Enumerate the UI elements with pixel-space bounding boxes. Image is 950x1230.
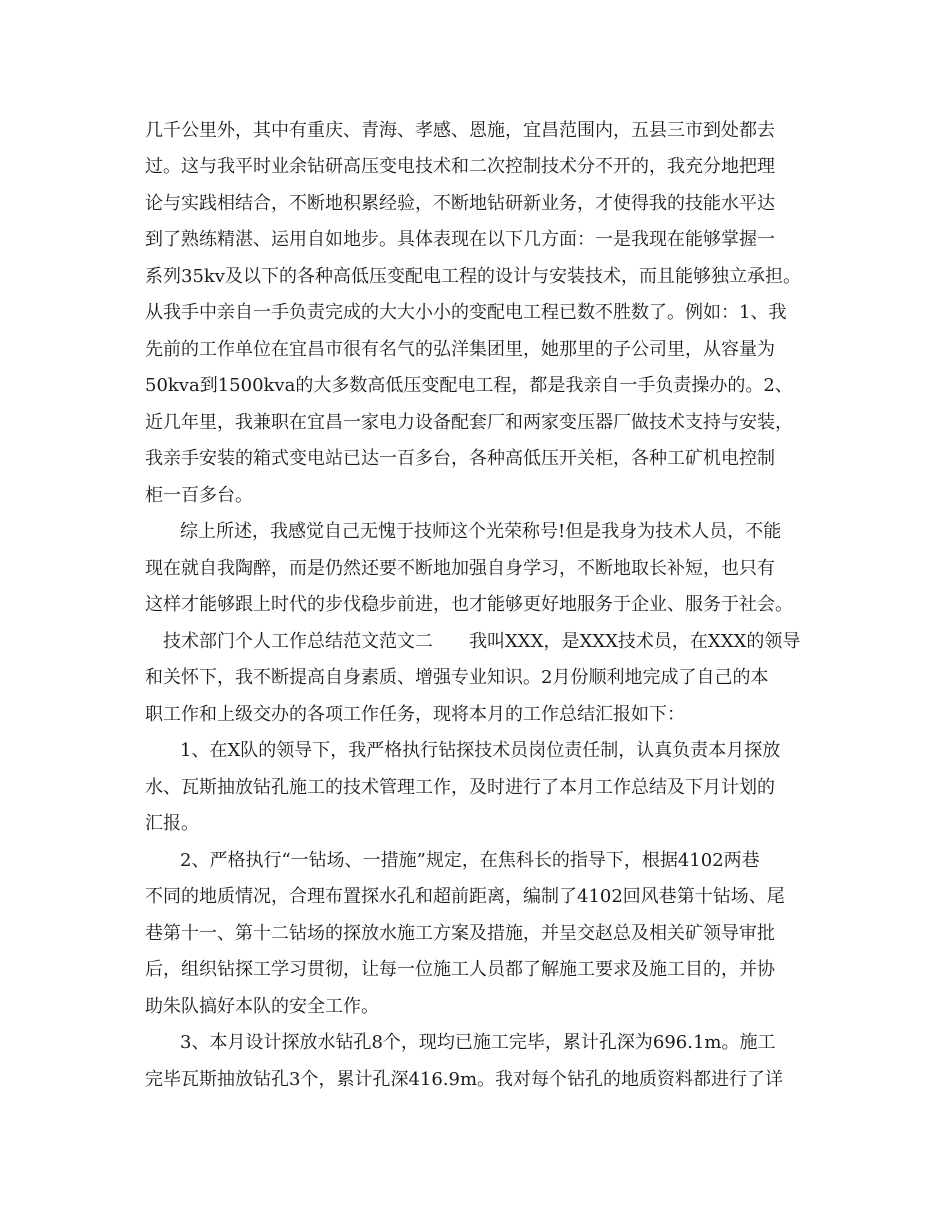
- text-line: 巷第十一、第十二钻场的探放水施工方案及措施，并呈交赵总及相关矿领导审批: [145, 923, 775, 944]
- text-line: 过。这与我平时业余钻研高压变电技术和二次控制技术分不开的，我充分地把理: [145, 156, 775, 177]
- text-line: 汇报。: [145, 813, 199, 834]
- text-line: 50kva到1500kva的大多数高低压变配电工程，都是我亲自一手负责操办的。2、: [145, 375, 793, 396]
- text-line: 到了熟练精湛、运用自如地步。具体表现在以下几方面：一是我现在能够掌握一: [145, 229, 775, 250]
- text-line: 技术部门个人工作总结范文范文二 我叫XXX，是XXX技术员，在XXX的领导: [163, 631, 801, 652]
- text-line: 我亲手安装的箱式变电站已达一百多台，各种高低压开关柜，各种工矿机电控制: [145, 448, 775, 469]
- text-line: 2、严格执行“一钻场、一措施”规定，在焦科长的指导下，根据4102两巷: [180, 850, 760, 871]
- text-line: 后，组织钻探工学习贯彻，让每一位施工人员都了解施工要求及施工目的，并协: [145, 959, 775, 980]
- text-line: 这样才能够跟上时代的步伐稳步前进，也才能够更好地服务于企业、服务于社会。: [145, 594, 793, 615]
- text-line: 几千公里外，其中有重庆、青海、孝感、恩施，宜昌范围内，五县三市到处都去: [145, 120, 775, 141]
- text-line: 职工作和上级交办的各项工作任务，现将本月的工作总结汇报如下：: [145, 704, 685, 725]
- text-line: 3、本月设计探放水钻孔8个，现均已施工完毕，累计孔深为696.1m。施工: [180, 1032, 776, 1053]
- text-line: 综上所述，我感觉自己无愧于技师这个光荣称号!但是我身为技术人员，不能: [180, 521, 782, 542]
- text-line: 助朱队搞好本队的安全工作。: [145, 996, 379, 1017]
- text-line: 完毕瓦斯抽放钻孔3个，累计孔深416.9m。我对每个钻孔的地质资料都进行了详: [145, 1069, 784, 1090]
- text-line: 水、瓦斯抽放钻孔施工的技术管理工作，及时进行了本月工作总结及下月计划的: [145, 777, 775, 798]
- text-line: 先前的工作单位在宜昌市很有名气的弘洋集团里，她那里的子公司里，从容量为: [145, 339, 775, 360]
- text-line: 柜一百多台。: [145, 485, 253, 506]
- text-line: 系列35kv及以下的各种高低压变配电工程的设计与安装技术，而且能够独立承担。: [145, 266, 801, 287]
- text-line: 从我手中亲自一手负责完成的大大小小的变配电工程已数不胜数了。例如：1、我: [145, 302, 787, 323]
- text-line: 不同的地质情况，合理布置探水孔和超前距离，编制了4102回风巷第十钻场、尾: [145, 886, 785, 907]
- text-line: 现在就自我陶醉，而是仍然还要不断地加强自身学习，不断地取长补短，也只有: [145, 558, 775, 579]
- text-line: 和关怀下，我不断提高自身素质、增强专业知识。2月份顺利地完成了自己的本: [145, 667, 769, 688]
- text-line: 论与实践相结合，不断地积累经验，不断地钻研新业务，才使得我的技能水平达: [145, 193, 775, 214]
- text-line: 1、在X队的领导下，我严格执行钻探技术员岗位责任制，认真负责本月探放: [180, 740, 781, 761]
- text-line: 近几年里，我兼职在宜昌一家电力设备配套厂和两家变压器厂做技术支持与安装，: [145, 412, 793, 433]
